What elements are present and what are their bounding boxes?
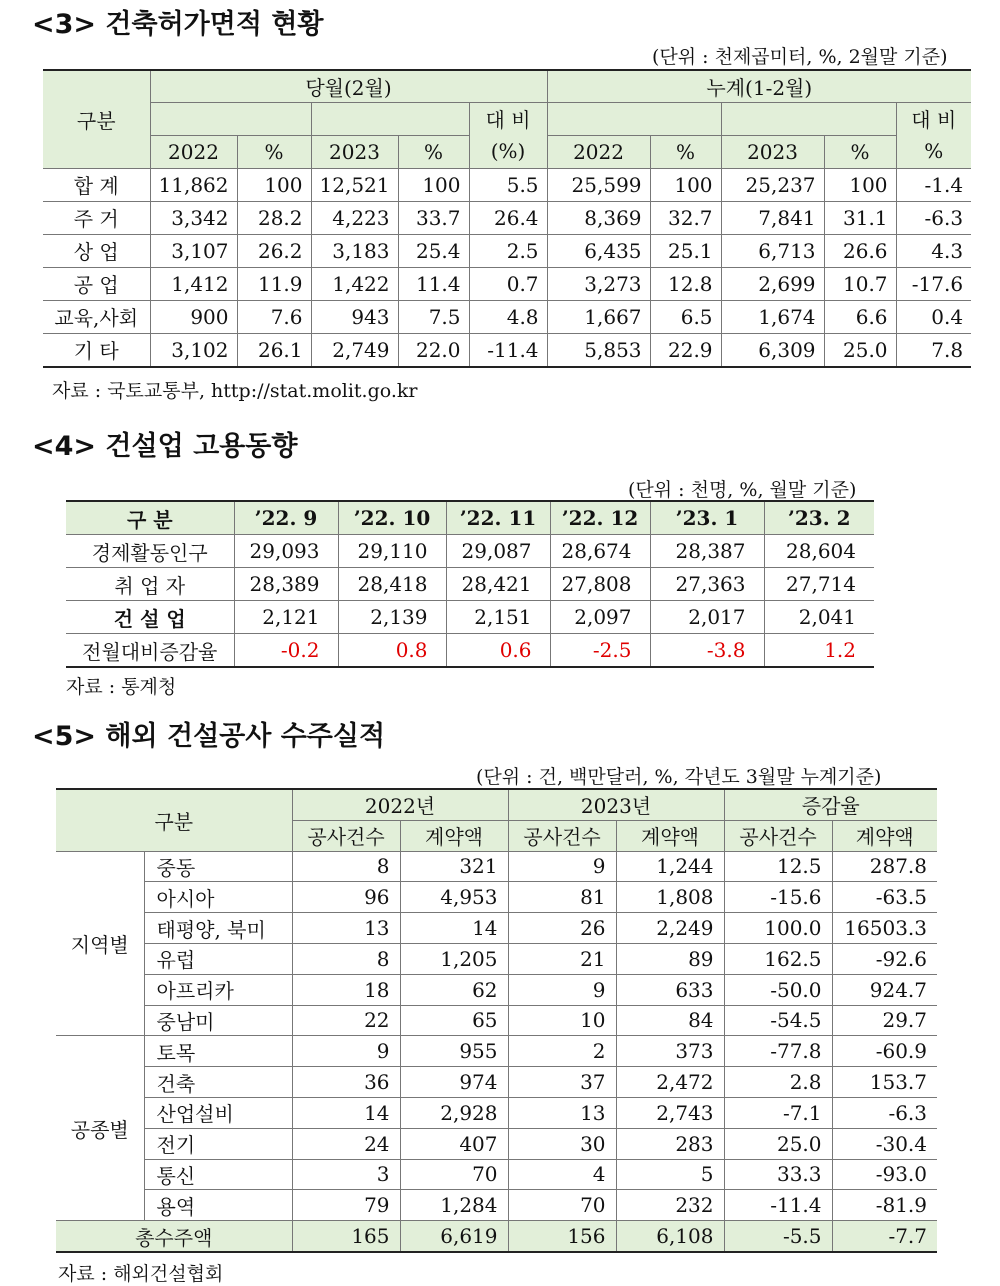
overseas-orders-table	[56, 788, 937, 1253]
cell-value: 28,418	[338, 568, 446, 601]
table-row	[66, 568, 874, 601]
cell-value: 2,249	[616, 913, 724, 944]
cell-value: 28,387	[650, 535, 764, 568]
cell-value: 16503.3	[832, 913, 937, 944]
cell-value: 26.1	[237, 333, 311, 367]
table-row	[43, 300, 971, 333]
table-row	[56, 943, 937, 974]
table-row	[43, 333, 971, 367]
cell-value: 24	[292, 1128, 400, 1159]
cell-value: 5.5	[469, 168, 547, 201]
cell-value: -60.9	[832, 1036, 937, 1067]
row-label: 용역	[144, 1190, 292, 1221]
cell-value: 955	[400, 1036, 508, 1067]
cell-value: 21	[508, 943, 616, 974]
cell-value: 7,841	[721, 201, 824, 234]
header-month: ’23. 2	[764, 501, 874, 535]
cell-value: 287.8	[832, 851, 937, 882]
section-title-overseas-orders: <5> 해외 건설공사 수주실적	[32, 721, 386, 752]
cell-value: 26.6	[824, 234, 896, 267]
cell-value: -93.0	[832, 1159, 937, 1190]
cell-value: 100	[398, 168, 469, 201]
header-group: 구분	[56, 789, 292, 851]
cell-value: 2.8	[724, 1067, 832, 1098]
header-sub: 계약액	[832, 820, 937, 851]
header-pct: %	[650, 135, 721, 168]
section-title-employment: <4> 건설업 고용동향	[32, 431, 298, 462]
cell-value: 62	[400, 974, 508, 1005]
cell-value: 9	[508, 851, 616, 882]
table-row	[43, 201, 971, 234]
cell-value: 2,749	[311, 333, 398, 367]
row-label: 전기	[144, 1128, 292, 1159]
total-value: -5.5	[724, 1221, 832, 1252]
header-2023: 2023	[311, 135, 398, 168]
cell-value: 100.0	[724, 913, 832, 944]
cell-value: -63.5	[832, 882, 937, 913]
table-row	[56, 1005, 937, 1036]
cell-value: 1,412	[150, 267, 237, 300]
cell-value: 3,183	[311, 234, 398, 267]
cell-value: 2,151	[446, 601, 550, 634]
header-sub: 계약액	[400, 820, 508, 851]
cell-value: 29,087	[446, 535, 550, 568]
header-month: ’22. 11	[446, 501, 550, 535]
cell-value: 70	[508, 1190, 616, 1221]
header-month: ’22. 9	[234, 501, 338, 535]
cell-value: 36	[292, 1067, 400, 1098]
header-sub: 공사건수	[724, 820, 832, 851]
cell-value: 7.8	[896, 333, 971, 367]
cell-value: 2,472	[616, 1067, 724, 1098]
cell-value: 25.0	[824, 333, 896, 367]
header-pct: %	[824, 135, 896, 168]
cell-value: 12,521	[311, 168, 398, 201]
cell-value: -81.9	[832, 1190, 937, 1221]
table-row	[56, 1128, 937, 1159]
source-note: 자료 : 통계청	[66, 676, 177, 698]
cell-value: -15.6	[724, 882, 832, 913]
header-month: ’22. 12	[550, 501, 650, 535]
row-label: 유럽	[144, 943, 292, 974]
cell-value: 3,273	[547, 267, 650, 300]
cell-value: 22	[292, 1005, 400, 1036]
header-month: ’23. 1	[650, 501, 764, 535]
cell-value: -3.8	[650, 634, 764, 668]
cell-value: 79	[292, 1190, 400, 1221]
cell-value: 4.3	[896, 234, 971, 267]
cell-value: -6.3	[896, 201, 971, 234]
cell-value: 70	[400, 1159, 508, 1190]
row-label: 취 업 자	[66, 568, 234, 601]
source-note: 자료 : 국토교통부, http://stat.molit.go.kr	[52, 380, 418, 402]
cell-value: 4	[508, 1159, 616, 1190]
cell-value: 1,674	[721, 300, 824, 333]
cell-value: 900	[150, 300, 237, 333]
cell-value: 100	[824, 168, 896, 201]
cell-value: 2,699	[721, 267, 824, 300]
cell-value: 0.6	[446, 634, 550, 668]
row-label: 기 타	[43, 333, 150, 367]
cell-value: 12.8	[650, 267, 721, 300]
header-sub: 공사건수	[508, 820, 616, 851]
cell-value: 3	[292, 1159, 400, 1190]
table-row	[43, 234, 971, 267]
cell-value: 1,667	[547, 300, 650, 333]
cell-value: 232	[616, 1190, 724, 1221]
cell-value: 11.9	[237, 267, 311, 300]
header-current-month: 당월(2월)	[150, 70, 547, 102]
row-label: 경제활동인구	[66, 535, 234, 568]
cell-value: 65	[400, 1005, 508, 1036]
cell-value: 6,713	[721, 234, 824, 267]
cell-value: 924.7	[832, 974, 937, 1005]
header-compare: 대 비	[469, 102, 547, 135]
cell-value: 25,599	[547, 168, 650, 201]
cell-value: -6.3	[832, 1097, 937, 1128]
section-title-building-permits: <3> 건축허가면적 현황	[32, 9, 324, 40]
building-permit-table	[43, 69, 971, 368]
cell-value: -0.2	[234, 634, 338, 668]
cell-value: 28,674	[550, 535, 650, 568]
cell-value: 633	[616, 974, 724, 1005]
cell-value: 0.7	[469, 267, 547, 300]
cell-value: 373	[616, 1036, 724, 1067]
cell-value: 6.6	[824, 300, 896, 333]
cell-value: 22.9	[650, 333, 721, 367]
table-row	[56, 1067, 937, 1098]
cell-value: 8	[292, 943, 400, 974]
cell-value: 5,853	[547, 333, 650, 367]
header-cumulative: 누계(1-2월)	[547, 70, 971, 102]
cell-value: -2.5	[550, 634, 650, 668]
header-group: 구분	[43, 70, 150, 168]
cell-value: 26.4	[469, 201, 547, 234]
header-2022: 2022	[150, 135, 237, 168]
cell-value: 2,928	[400, 1097, 508, 1128]
cell-value: 2.5	[469, 234, 547, 267]
cell-value: 14	[400, 913, 508, 944]
cell-value: 2,097	[550, 601, 650, 634]
cell-value: 29.7	[832, 1005, 937, 1036]
cell-value: 10.7	[824, 267, 896, 300]
total-value: 165	[292, 1221, 400, 1252]
cell-value: 22.0	[398, 333, 469, 367]
cell-value: 3,107	[150, 234, 237, 267]
cell-value: 33.3	[724, 1159, 832, 1190]
header-2022: 2022	[547, 135, 650, 168]
header-sub: 계약액	[616, 820, 724, 851]
unit-note: (단위 : 천제곱미터, %, 2월말 기준)	[652, 46, 948, 68]
cell-value: 28.2	[237, 201, 311, 234]
employment-table	[66, 500, 874, 668]
header-year-2023: 2023년	[508, 789, 724, 820]
cell-value: 13	[292, 913, 400, 944]
cell-value: 25,237	[721, 168, 824, 201]
cell-value: -77.8	[724, 1036, 832, 1067]
row-label: 토목	[144, 1036, 292, 1067]
cell-value: 25.4	[398, 234, 469, 267]
cell-value: 6,309	[721, 333, 824, 367]
cell-value: 153.7	[832, 1067, 937, 1098]
row-label: 전월대비증감율	[66, 634, 234, 668]
cell-value: -50.0	[724, 974, 832, 1005]
total-value: 156	[508, 1221, 616, 1252]
cell-value: 84	[616, 1005, 724, 1036]
cell-value: 1,205	[400, 943, 508, 974]
cell-value: 4.8	[469, 300, 547, 333]
cell-value: 28,604	[764, 535, 874, 568]
header-compare-unit-2: %	[896, 135, 971, 168]
header-compare-unit: (%)	[469, 135, 547, 168]
group-label: 지역별	[56, 851, 144, 1036]
table-row	[56, 1036, 937, 1067]
cell-value: 27,714	[764, 568, 874, 601]
table-row	[56, 1159, 937, 1190]
cell-value: -30.4	[832, 1128, 937, 1159]
row-label: 상 업	[43, 234, 150, 267]
header-year-2022: 2022년	[292, 789, 508, 820]
cell-value: 407	[400, 1128, 508, 1159]
row-label: 합 계	[43, 168, 150, 201]
table-row	[56, 913, 937, 944]
cell-value: 0.4	[896, 300, 971, 333]
table-row	[43, 267, 971, 300]
row-label: 중동	[144, 851, 292, 882]
total-label: 총수주액	[56, 1221, 292, 1252]
cell-value: 283	[616, 1128, 724, 1159]
cell-value: 28,421	[446, 568, 550, 601]
cell-value: 37	[508, 1067, 616, 1098]
table-row	[56, 974, 937, 1005]
cell-value: -17.6	[896, 267, 971, 300]
cell-value: 31.1	[824, 201, 896, 234]
cell-value: 14	[292, 1097, 400, 1128]
cell-value: -1.4	[896, 168, 971, 201]
row-label: 태평양, 북미	[144, 913, 292, 944]
row-label: 통신	[144, 1159, 292, 1190]
total-value: -7.7	[832, 1221, 937, 1252]
cell-value: 7.6	[237, 300, 311, 333]
cell-value: 11.4	[398, 267, 469, 300]
cell-value: 13	[508, 1097, 616, 1128]
table-row	[66, 601, 874, 634]
cell-value: 9	[508, 974, 616, 1005]
header-compare-2: 대 비	[896, 102, 971, 135]
cell-value: 81	[508, 882, 616, 913]
row-label: 건축	[144, 1067, 292, 1098]
total-value: 6,108	[616, 1221, 724, 1252]
header-2023: 2023	[721, 135, 824, 168]
source-note: 자료 : 해외건설협회	[58, 1263, 224, 1285]
cell-value: 96	[292, 882, 400, 913]
cell-value: 9	[292, 1036, 400, 1067]
cell-value: 2,139	[338, 601, 446, 634]
header-group: 구 분	[66, 501, 234, 535]
header-pct: %	[237, 135, 311, 168]
header-sub: 공사건수	[292, 820, 400, 851]
table-row	[43, 168, 971, 201]
cell-value: 33.7	[398, 201, 469, 234]
cell-value: 974	[400, 1067, 508, 1098]
table-row	[56, 1190, 937, 1221]
cell-value: 321	[400, 851, 508, 882]
cell-value: 2,017	[650, 601, 764, 634]
total-row	[56, 1221, 937, 1252]
cell-value: 25.0	[724, 1128, 832, 1159]
row-label: 공 업	[43, 267, 150, 300]
cell-value: 1,284	[400, 1190, 508, 1221]
group-label: 공종별	[56, 1036, 144, 1221]
cell-value: 6,435	[547, 234, 650, 267]
cell-value: 2	[508, 1036, 616, 1067]
table-row	[56, 851, 937, 882]
cell-value: 30	[508, 1128, 616, 1159]
cell-value: 7.5	[398, 300, 469, 333]
cell-value: 5	[616, 1159, 724, 1190]
unit-note: (단위 : 건, 백만달러, %, 각년도 3월말 누계기준)	[476, 766, 882, 788]
cell-value: 4,223	[311, 201, 398, 234]
header-month: ’22. 10	[338, 501, 446, 535]
table-row	[66, 634, 874, 668]
cell-value: 3,342	[150, 201, 237, 234]
cell-value: 1,808	[616, 882, 724, 913]
cell-value: 28,389	[234, 568, 338, 601]
cell-value: 89	[616, 943, 724, 974]
cell-value: 6.5	[650, 300, 721, 333]
table-row	[56, 882, 937, 913]
header-change-rate: 증감율	[724, 789, 937, 820]
cell-value: -11.4	[724, 1190, 832, 1221]
cell-value: 1,422	[311, 267, 398, 300]
cell-value: 943	[311, 300, 398, 333]
cell-value: 0.8	[338, 634, 446, 668]
row-label: 중남미	[144, 1005, 292, 1036]
cell-value: 27,363	[650, 568, 764, 601]
cell-value: 4,953	[400, 882, 508, 913]
cell-value: 26	[508, 913, 616, 944]
row-label: 주 거	[43, 201, 150, 234]
row-label: 아프리카	[144, 974, 292, 1005]
cell-value: 8	[292, 851, 400, 882]
table-row	[56, 1097, 937, 1128]
cell-value: 11,862	[150, 168, 237, 201]
cell-value: 2,121	[234, 601, 338, 634]
cell-value: 26.2	[237, 234, 311, 267]
cell-value: 29,110	[338, 535, 446, 568]
header-pct: %	[398, 135, 469, 168]
cell-value: 18	[292, 974, 400, 1005]
row-label: 건 설 업	[66, 601, 234, 634]
total-value: 6,619	[400, 1221, 508, 1252]
row-label: 교육,사회	[43, 300, 150, 333]
cell-value: 32.7	[650, 201, 721, 234]
cell-value: 100	[237, 168, 311, 201]
cell-value: -11.4	[469, 333, 547, 367]
cell-value: 12.5	[724, 851, 832, 882]
cell-value: 8,369	[547, 201, 650, 234]
cell-value: 25.1	[650, 234, 721, 267]
cell-value: 10	[508, 1005, 616, 1036]
cell-value: 162.5	[724, 943, 832, 974]
table-row	[66, 535, 874, 568]
row-label: 아시아	[144, 882, 292, 913]
cell-value: 29,093	[234, 535, 338, 568]
cell-value: 2,743	[616, 1097, 724, 1128]
cell-value: 1,244	[616, 851, 724, 882]
unit-note: (단위 : 천명, %, 월말 기준)	[628, 479, 857, 501]
row-label: 산업설비	[144, 1097, 292, 1128]
cell-value: 27,808	[550, 568, 650, 601]
cell-value: 3,102	[150, 333, 237, 367]
cell-value: -7.1	[724, 1097, 832, 1128]
cell-value: 2,041	[764, 601, 874, 634]
cell-value: -54.5	[724, 1005, 832, 1036]
cell-value: -92.6	[832, 943, 937, 974]
cell-value: 1.2	[764, 634, 874, 668]
cell-value: 100	[650, 168, 721, 201]
